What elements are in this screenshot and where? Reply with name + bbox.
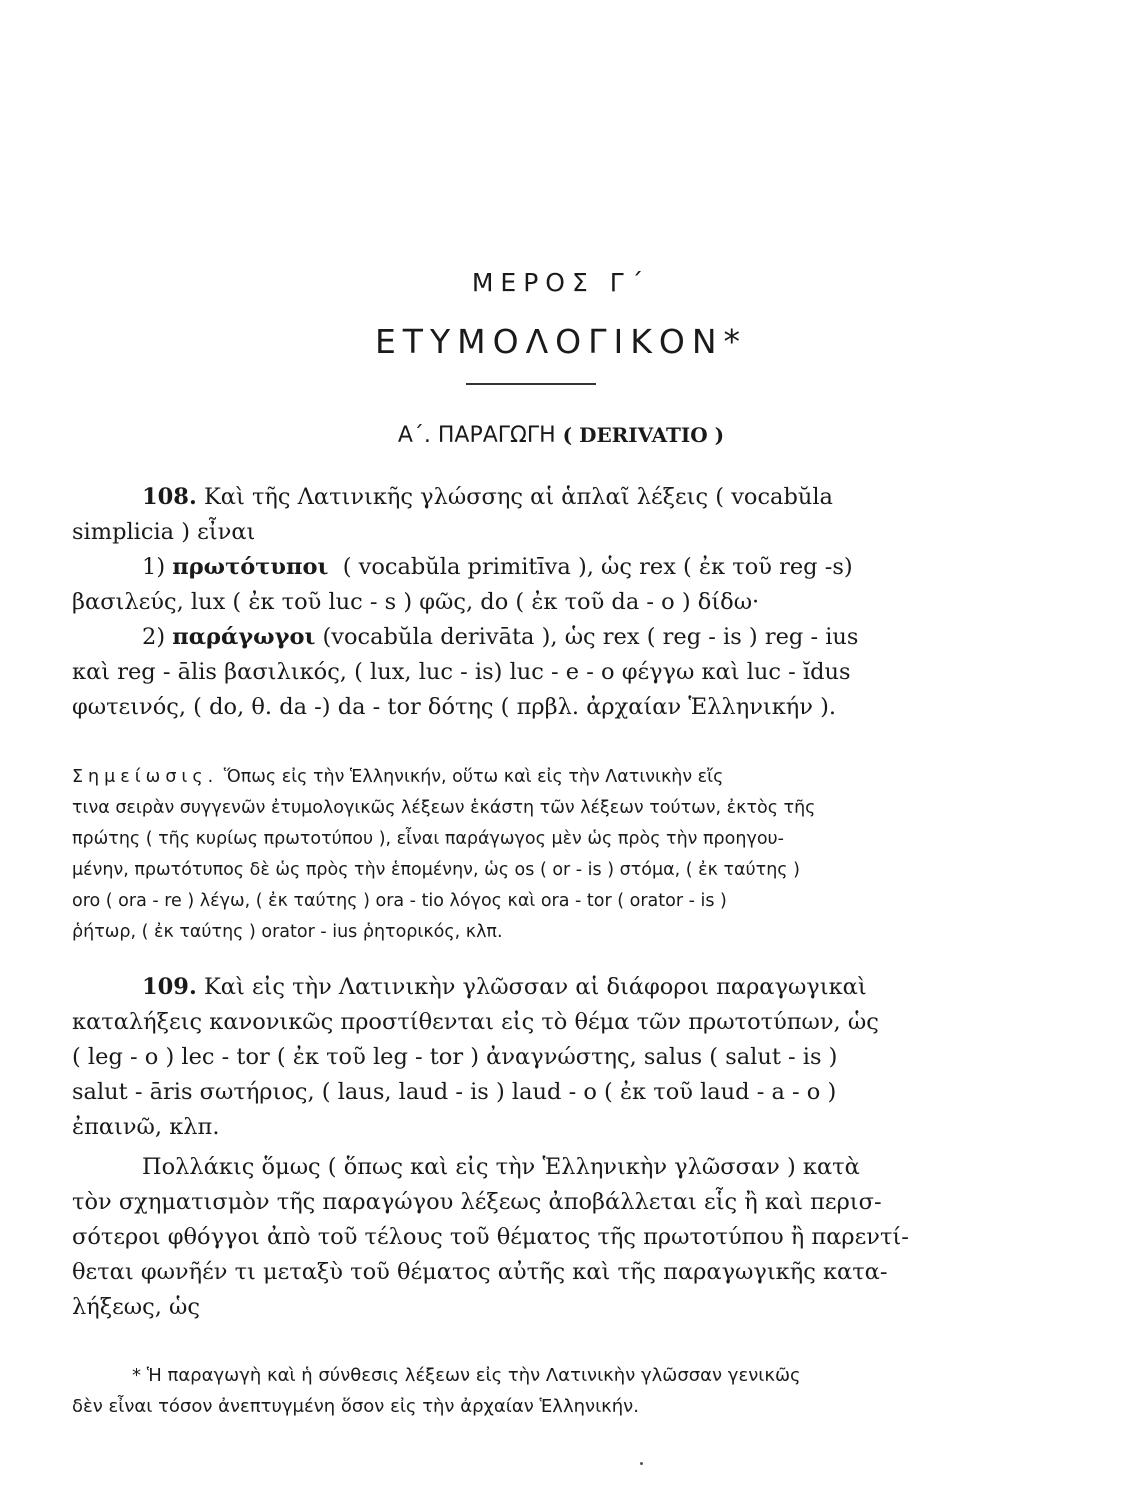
paragraph-line [72, 480, 982, 515]
paragraph-line [72, 1150, 982, 1185]
paragraph-number: 109. [142, 974, 197, 1000]
note-line [72, 762, 982, 793]
note-text: ῥήτωρ, ( ἐκ ταύτης ) orator - ius ῥητορικός, κλπ. [72, 922, 503, 942]
note-line [72, 886, 982, 917]
note-label: Σημείωσις. [72, 767, 219, 787]
paragraph-line [72, 1255, 982, 1290]
paragraph-text: ἐπαινῶ, κλπ. [72, 1114, 220, 1140]
paragraph-text: ( leg - o ) lec - tor ( ἐκ τοῦ leg - tor ) ἀναγνώστης, salus ( salut - is ) [72, 1044, 838, 1070]
chapter-title: ΕΤΥΜΟΛΟΓΙΚΟΝ* [374, 322, 748, 361]
paragraph-text: θεται φωνῆέν τι μεταξὺ τοῦ θέματος αὐτῆς καὶ τῆς παραγωγικῆς κατα- [72, 1259, 888, 1285]
note-line [72, 917, 982, 948]
title-divider [466, 383, 596, 385]
note-line [72, 824, 982, 855]
footnote [72, 1360, 982, 1422]
item-text: καὶ reg - ālis βασιλικός, ( lux, luc - is) luc - e - o φέγγω καὶ luc - ĭdus [72, 659, 851, 685]
note-text: τινα σειρὰν συγγενῶν ἐτυμολογικῶς λέξεων ἑκάστη τῶν λέξεων τούτων, ἐκτὸς τῆς [72, 798, 816, 818]
footnote-line [72, 1360, 982, 1391]
note [72, 762, 982, 948]
paragraph-text: simplicia ) εἶναι [72, 519, 256, 545]
paragraph-line [72, 1185, 982, 1220]
note-text: πρώτης ( τῆς κυρίως πρωτοτύπου ), εἶναι παράγωγος μὲν ὡς πρὸς τὴν προηγου- [72, 829, 784, 849]
item-label: 1) [142, 554, 166, 580]
paragraph-line [72, 1290, 982, 1325]
item-term: παράγωγοι [172, 624, 316, 650]
print-speck [640, 1462, 643, 1465]
paragraph-number: 108. [142, 484, 197, 510]
paragraph-text: Πολλάκις ὅμως ( ὅπως καὶ εἰς τὴν Ἑλληνικὴν γλῶσσαν ) κατὰ [142, 1154, 860, 1180]
paragraph-line [72, 1005, 982, 1040]
list-item-line [72, 690, 982, 725]
paragraph-109 [72, 970, 982, 1145]
paragraph-text: λήξεως, ὡς [72, 1294, 200, 1320]
paragraph-line [72, 515, 982, 550]
paragraph-line [72, 1040, 982, 1075]
list-item-line [72, 655, 982, 690]
section-title [0, 423, 1122, 448]
paragraph-text: καταλήξεις κανονικῶς προστίθενται εἰς τὸ θέμα τῶν πρωτοτύπων, ὡς [72, 1009, 879, 1035]
item-text: βασιλεύς, lux ( ἐκ τοῦ luc - s ) φῶς, do ( ἐκ τοῦ da - o ) δίδω· [72, 589, 760, 615]
item-text: ( vocabŭla primitīva ), ὡς rex ( ἐκ τοῦ reg -s) [342, 554, 853, 580]
paragraph-text: τὸν σχηματισμὸν τῆς παραγώγου λέξεως ἀποβάλλεται εἷς ἢ καὶ περισ- [72, 1189, 882, 1215]
section-title-latin: ( DERIVATIO ) [562, 423, 725, 447]
paragraph-text: Καὶ εἰς τὴν Λατινικὴν γλῶσσαν αἱ διάφοροι παραγωγικαὶ [203, 974, 867, 1000]
list-item-derived [72, 620, 982, 655]
item-label: 2) [142, 624, 166, 650]
item-text: φωτεινός, ( do, θ. da -) da - tor δότης ( πρβλ. ἀρχαίαν Ἑλληνικήν ). [72, 694, 837, 720]
list-item-primitive [72, 550, 982, 585]
item-term: πρωτότυποι [172, 554, 329, 580]
note-text: μένην, πρωτότυπος δὲ ὡς πρὸς τὴν ἑπομένην, ὡς os ( or - is ) στόμα, ( ἐκ ταύτης ) [72, 860, 800, 880]
paragraph-text: σότεροι φθόγγοι ἀπὸ τοῦ τέλους τοῦ θέματος τῆς πρωτοτύπου ἢ παρεντί- [72, 1224, 909, 1250]
paragraph-108 [72, 480, 982, 725]
paragraph-line [72, 970, 982, 1005]
part-title: ΜΕΡΟΣ Γ΄ [471, 268, 651, 297]
paragraph-line [72, 1110, 982, 1145]
note-line [72, 793, 982, 824]
note-text: Ὅπως εἰς τὴν Ἑλληνικήν, οὕτω καὶ εἰς τὴν Λατινικὴν εἴς [223, 767, 724, 787]
list-item-line [72, 585, 982, 620]
item-text: (vocabŭla derivāta ), ὡς rex ( reg - is ) reg - ius [322, 624, 859, 650]
footnote-text: * Ἡ παραγωγὴ καὶ ἡ σύνθεσις λέξεων εἰς τὴν Λατινικὴν γλῶσσαν γενικῶς [132, 1365, 801, 1386]
paragraph-text: salut - āris σωτήριος, ( laus, laud - is ) laud - o ( ἐκ τοῦ laud - a - o ) [72, 1079, 837, 1105]
paragraph-line [72, 1220, 982, 1255]
paragraph-text: Καὶ τῆς Λατινικῆς γλώσσης αἱ ἁπλαῖ λέξεις ( vocabŭla [203, 484, 833, 510]
paragraph-line [72, 1075, 982, 1110]
footnote-line [72, 1391, 982, 1422]
paragraph-continuation [72, 1150, 982, 1325]
note-text: oro ( ora - re ) λέγω, ( ἐκ ταύτης ) ora - tio λόγος καὶ ora - tor ( orator - is ) [72, 891, 727, 911]
footnote-text: δὲν εἶναι τόσον ἀνεπτυγμένη ὅσον εἰς τὴν ἀρχαίαν Ἑλληνικήν. [72, 1396, 639, 1417]
note-line [72, 855, 982, 886]
section-title-greek: Α΄. ΠΑΡΑΓΩΓΗ [397, 423, 556, 448]
